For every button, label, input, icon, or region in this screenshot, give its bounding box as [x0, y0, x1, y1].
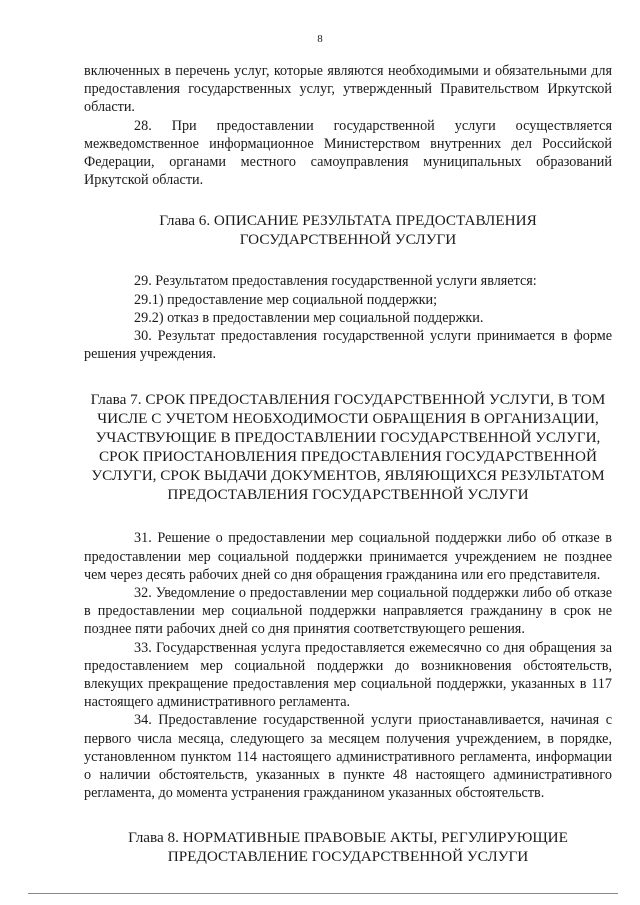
paragraph-34: 34. Предоставление государственной услуги приостанавливается, начиная с первого числа месяца, следующего за месяцем получения учреждением, в порядке, установленном пунктом 114 настоящего административного регламента, информации о наличии обстоятельств, указанных в пункте 48 настоящего административного регламента, до момента устранения гражданином указанных обстоятельств. — [84, 712, 612, 802]
paragraph-28: 28. При предоставлении государственной услуги осуществляется межведомственное информационное Министерством внутренних дел Российской Федерации, органами местного самоуправления муниципальных образований Иркутской области. — [84, 117, 612, 189]
paragraph-29-1: 29.1) предоставление мер социальной поддержки; — [134, 291, 438, 308]
chapter-7-heading: Глава 7. СРОК ПРЕДОСТАВЛЕНИЯ ГОСУДАРСТВЕННОЙ УСЛУГИ, В ТОМ ЧИСЛЕ С УЧЕТОМ НЕОБХОДИМОСТИ ОБРАЩЕНИЯ В ОРГАНИЗАЦИИ, УЧАСТВУЮЩИЕ В ПРЕДОСТАВЛЕНИИ ГОСУДАРСТВЕННОЙ УСЛУГИ, СРОК ПРИОСТАНОВЛЕНИЯ ПРЕДОСТАВЛЕНИЯ ГОСУДАРСТВЕННОЙ УСЛУГИ, СРОК ВЫДАЧИ ДОКУМЕНТОВ, ЯВЛЯЮЩИХСЯ РЕЗУЛЬТАТОМ ПРЕДОСТАВЛЕНИЯ ГОСУДАРСТВЕННОЙ УСЛУГИ — [90, 391, 606, 504]
chapter-8-heading: Глава 8. НОРМАТИВНЫЕ ПРАВОВЫЕ АКТЫ, РЕГУЛИРУЮЩИЕ ПРЕДОСТАВЛЕНИЕ ГОСУДАРСТВЕННОЙ УСЛУГИ — [128, 829, 568, 866]
paragraph-30: 30. Результат предоставления государственной услуги принимается в форме решения учреждения. — [84, 328, 612, 363]
paragraph-31: 31. Решение о предоставлении мер социальной поддержки либо об отказе в предоставлении мер социальной поддержки принимается учреждением не позднее чем через десять рабочих дней со дня обращения гражданина или его представителя. — [84, 530, 612, 583]
paragraph-29: 29. Результатом предоставления государственной услуги является: — [134, 273, 537, 290]
paragraph-continuation: включенных в перечень услуг, которые являются необходимыми и обязательными для предоставления государственных услуг, утвержденный Правительством Иркутской области. — [84, 63, 612, 116]
page-number: 8 — [317, 33, 323, 45]
document-body — [84, 62, 612, 866]
chapter-6-heading: Глава 6. ОПИСАНИЕ РЕЗУЛЬТАТА ПРЕДОСТАВЛЕНИЯ ГОСУДАРСТВЕННОЙ УСЛУГИ — [159, 212, 537, 249]
paragraph-29-2: 29.2) отказ в предоставлении мер социальной поддержки. — [134, 309, 484, 326]
paragraph-33: 33. Государственная услуга предоставляется ежемесячно со дня обращения за предоставлением мер социальной поддержки до возникновения обстоятельств, влекущих прекращение предоставления мер социальной поддержки, указанных в 117 настоящего административного регламента. — [84, 639, 612, 711]
page-bottom-rule — [28, 893, 618, 894]
paragraph-32: 32. Уведомление о предоставлении мер социальной поддержки либо об отказе в предоставлении мер социальной поддержки направляется гражданину в срок не позднее пяти рабочих дней со дня принятия соответствующего решения. — [84, 585, 612, 638]
